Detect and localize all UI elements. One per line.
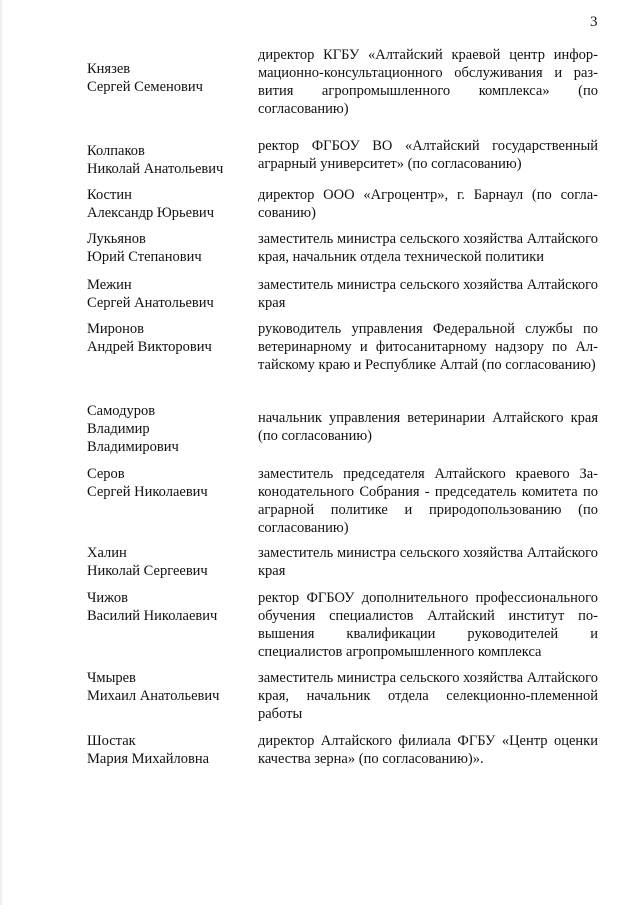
member-name: Чижов Василий Николаевич [87,590,218,624]
member-name: Лукьянов Юрий Степанович [87,231,202,265]
page-number: 3 [590,14,598,30]
member-role: директор ООО «Агроцентр», г. Барнаул (по согласованию) [258,187,598,221]
member-name: Чмырев Михаил Анатольевич [87,670,220,704]
member-role: заместитель министра сельского хозяйства Алтайского края, начальник отдела технической политики [258,231,598,265]
member-name: Шостак Мария Михайловна [87,733,210,767]
member-role: начальник управления ветеринарии Алтайского края (по согласованию) [258,410,598,444]
member-name: Миронов Андрей Викторович [87,321,212,355]
member-role: заместитель министра сельского хозяйства Алтайского края [258,545,598,579]
member-name: Самодуров Владимир Владимирович [87,403,179,455]
member-name: Колпаков Николай Анатольевич [87,143,224,177]
member-name: Халин Николай Сергеевич [87,545,208,579]
member-role: ректор ФГБОУ дополнительного профессионального обучения специалистов Алтайский институт повышения квалификации руководителей и специалистов агропромышленного комплекса [258,590,598,660]
member-name: Серов Сергей Николаевич [87,466,208,500]
member-name: Князев Сергей Семенович [87,61,203,95]
member-role: ректор ФГБОУ ВО «Алтайский государственный аграрный университет» (по согласованию) [258,138,598,172]
member-role: директор Алтайского филиала ФГБУ «Центр оценки качества зерна» (по согласованию)». [258,733,598,767]
member-name: Межин Сергей Анатольевич [87,277,214,311]
scan-edge [0,0,3,905]
member-role: заместитель министра сельского хозяйства Алтайского края [258,277,598,311]
member-role: директор КГБУ «Алтайский краевой центр информационно-консультационного обслуживания и развития агропромышленного комплекса» (по согласованию) [258,47,598,117]
member-role: руководитель управления Федеральной службы по ветеринарному и фитосанитарному надзору по Алтайскому краю и Республике Алтай (по согласованию) [258,321,598,373]
member-role: заместитель председателя Алтайского краевого Законодательного Собрания - председатель комитета по аграрной политике и природопользованию (по согласованию) [258,466,598,536]
member-role: заместитель министра сельского хозяйства Алтайского края, начальник отдела селекционно-племенной работы [258,670,598,722]
member-name: Костин Александр Юрьевич [87,187,214,221]
